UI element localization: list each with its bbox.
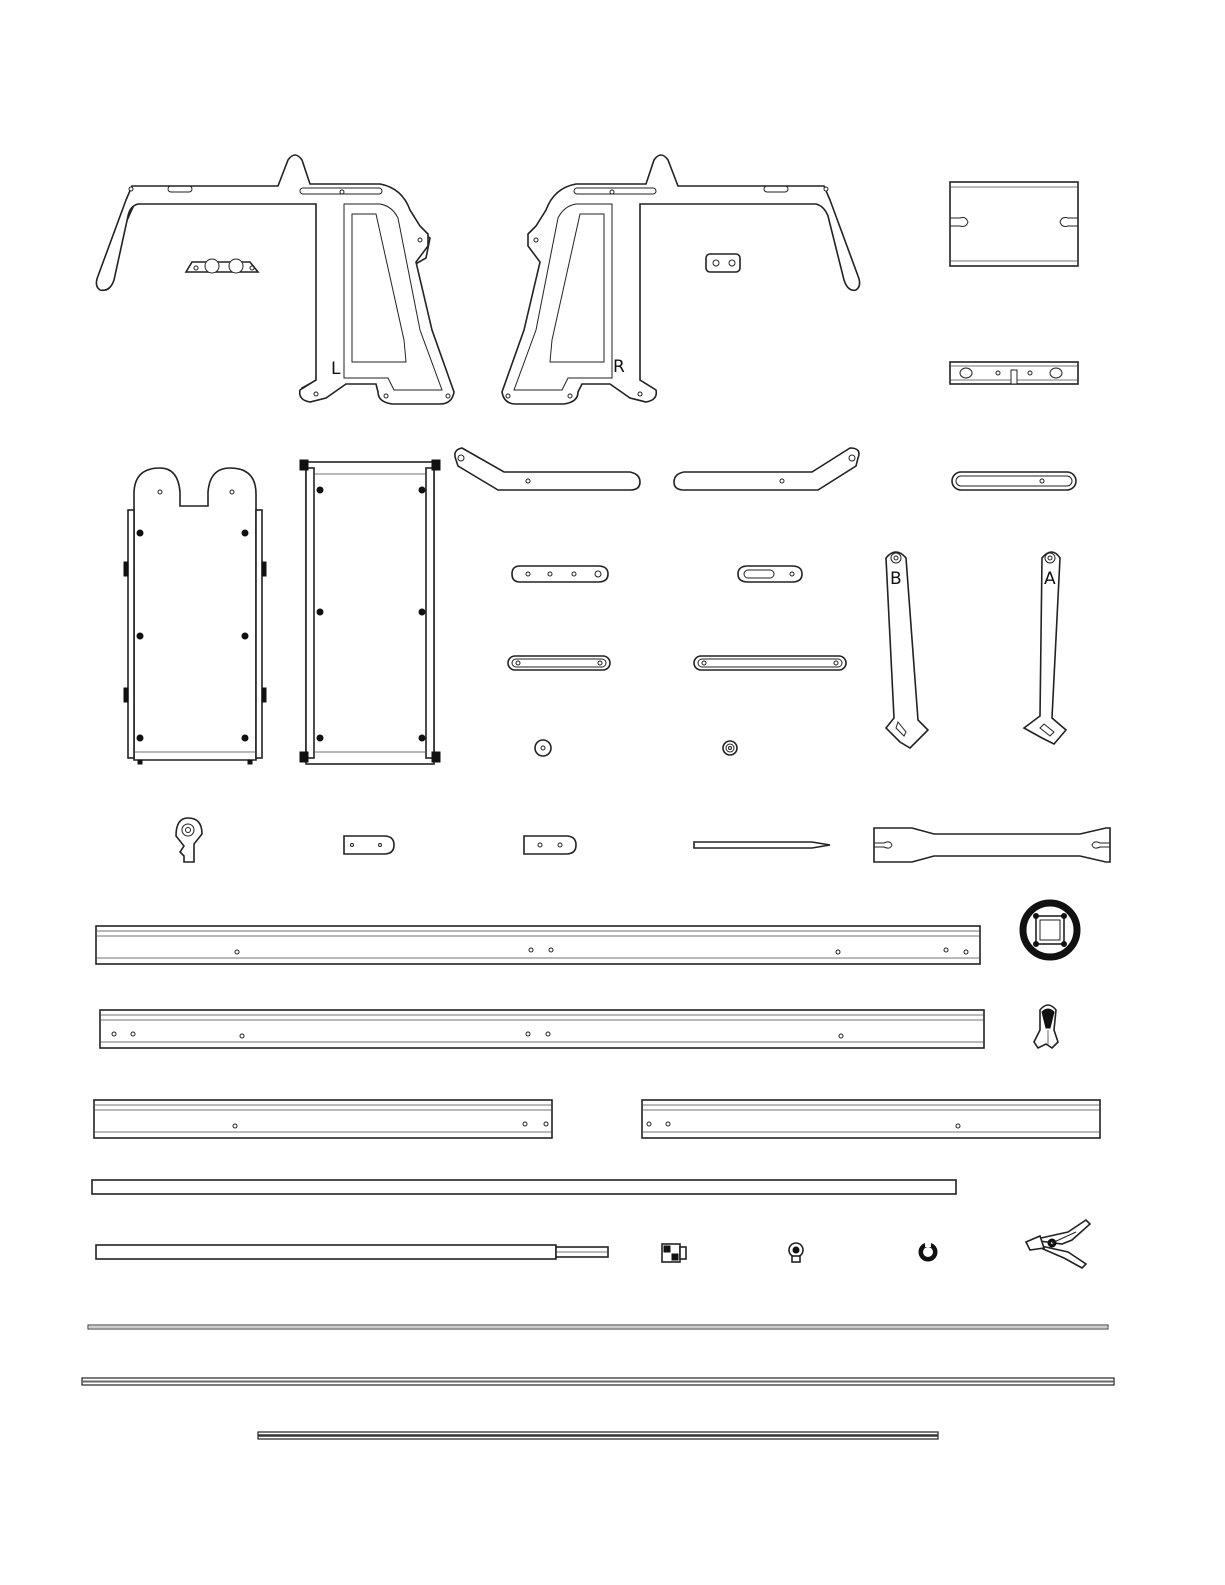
- small-tab-right: [524, 836, 576, 854]
- right-frame-label: R: [613, 357, 625, 377]
- triple-cup-bracket: [186, 259, 258, 273]
- c-clip: [919, 1241, 937, 1261]
- arm-b: [886, 552, 928, 748]
- link-medium: [508, 656, 610, 670]
- spring-clip: [1034, 1005, 1058, 1048]
- rod-with-shaft: [96, 1245, 608, 1259]
- straight-link-short: [952, 472, 1076, 490]
- cross-bar: [874, 828, 1110, 862]
- square-nut-fitting: [662, 1244, 686, 1262]
- right-side-frame: [502, 155, 860, 404]
- extrusion-2: [100, 1010, 984, 1048]
- extrusion-1: [96, 926, 980, 964]
- link-slotted: [738, 566, 802, 582]
- link-four-hole: [512, 566, 608, 582]
- slotted-plate-large: [950, 182, 1078, 266]
- washer-plain: [535, 740, 551, 756]
- medium-rod: [258, 1432, 938, 1439]
- housing-side: [300, 460, 440, 764]
- double-cup-bracket: [706, 254, 740, 272]
- bent-link-left: [455, 448, 640, 490]
- flat-bar: [92, 1180, 956, 1194]
- arm-b-label: B: [890, 569, 902, 589]
- long-rod-thin: [88, 1325, 1108, 1329]
- spring-clamp: [1026, 1220, 1090, 1268]
- extrusion-4: [642, 1100, 1100, 1138]
- pin: [694, 842, 830, 848]
- slotted-plate-strip: [950, 362, 1078, 384]
- link-long: [694, 656, 846, 670]
- housing-front: [124, 468, 266, 764]
- latch-hook: [176, 818, 202, 862]
- extrusion-3: [94, 1100, 552, 1138]
- washer-shouldered: [723, 741, 737, 755]
- small-tab-left: [344, 836, 394, 854]
- arm-a-label: A: [1044, 569, 1056, 589]
- left-side-frame: [96, 155, 454, 404]
- arm-a: [1024, 552, 1066, 744]
- bolt-head: [789, 1243, 803, 1262]
- long-rod-thick: [82, 1378, 1114, 1385]
- sprocket: [1020, 900, 1080, 960]
- left-frame-label: L: [331, 359, 341, 379]
- bent-link-right: [674, 448, 859, 490]
